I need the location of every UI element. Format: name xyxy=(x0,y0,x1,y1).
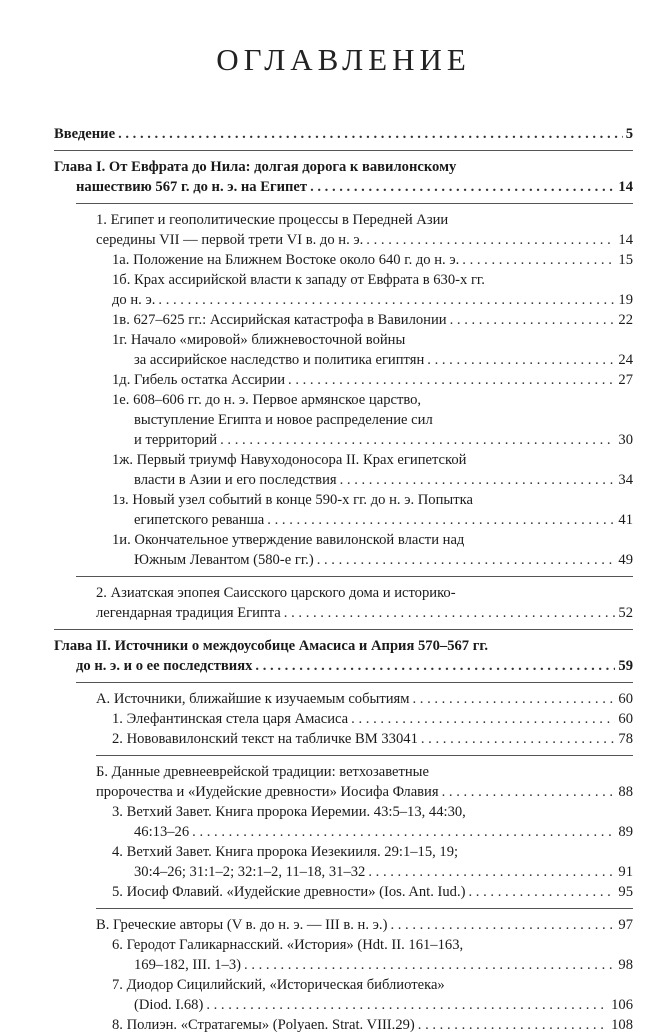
toc-entry-1d[interactable] xyxy=(112,370,633,390)
toc-entry-chapter-1-cont[interactable] xyxy=(76,177,633,197)
toc-entry-introduction[interactable] xyxy=(54,124,633,144)
dot-leader xyxy=(255,656,615,676)
toc-entry-item-3[interactable] xyxy=(112,802,633,822)
dot-leader xyxy=(427,350,615,370)
toc-entry-page: 15 xyxy=(618,252,633,268)
toc-entry-title: В. Греческие авторы (V в. до н. э. — III в. н. э.) xyxy=(96,917,388,933)
toc-entry-item-7[interactable] xyxy=(112,975,633,995)
toc-entry-title: египетского реванша xyxy=(134,512,265,528)
table-of-contents xyxy=(54,124,633,1035)
toc-entry-title: Глава II. Источники о междоусобице Амасиса и Априя 570–567 гг. xyxy=(54,638,488,654)
dot-leader xyxy=(118,124,623,144)
toc-entry-title: власти в Азии и его последствия xyxy=(134,472,337,488)
toc-entry-item-4[interactable] xyxy=(112,842,633,862)
toc-entry-item-8[interactable] xyxy=(112,1015,633,1035)
dot-leader xyxy=(206,995,608,1015)
toc-entry-title: 1д. Гибель остатка Ассирии xyxy=(112,372,286,388)
toc-entry-part-v[interactable] xyxy=(96,915,633,935)
toc-entry-page: 5 xyxy=(625,126,633,142)
toc-entry-page: 30 xyxy=(618,432,633,448)
toc-entry-title: 4. Ветхий Завет. Книга пророка Иезекииля. 29:1–15, 19; xyxy=(112,844,459,860)
toc-entry-page: 14 xyxy=(618,232,633,248)
toc-entry-chapter-1[interactable] xyxy=(54,157,633,177)
dot-leader xyxy=(158,290,615,310)
toc-entry-page: 24 xyxy=(618,352,633,368)
toc-entry-1i[interactable] xyxy=(112,530,633,550)
toc-entry-title: до н. э. и о ее последствиях xyxy=(76,658,253,674)
toc-entry-page: 106 xyxy=(611,997,633,1013)
toc-entry-part-b-cont[interactable] xyxy=(96,782,633,802)
toc-entry-page: 78 xyxy=(618,731,633,747)
toc-entry-title: 7. Диодор Сицилийский, «Историческая библиотека» xyxy=(112,977,445,993)
toc-entry-page: 97 xyxy=(618,917,633,933)
dot-leader xyxy=(418,1015,608,1035)
dot-leader xyxy=(462,250,615,270)
toc-entry-section-2-cont[interactable] xyxy=(96,603,633,623)
dot-leader xyxy=(366,230,615,250)
dot-leader xyxy=(220,430,615,450)
toc-entry-title: Б. Данные древнееврейской традиции: ветхозаветные xyxy=(96,764,429,780)
toc-entry-title: и территорий xyxy=(134,432,218,448)
toc-entry-page: 19 xyxy=(618,292,633,308)
toc-entry-page: 91 xyxy=(618,864,633,880)
toc-entry-section-1[interactable] xyxy=(96,210,633,230)
toc-entry-title: 1б. Крах ассирийской власти к западу от Евфрата в 630-х гг. xyxy=(112,272,485,288)
toc-entry-page: 60 xyxy=(618,691,633,707)
toc-entry-1e-cont-2[interactable] xyxy=(134,430,633,450)
toc-entry-item-6[interactable] xyxy=(112,935,633,955)
dot-leader xyxy=(390,915,615,935)
toc-entry-title: середины VII — первой трети VI в. до н. э. xyxy=(96,232,364,248)
toc-entry-title: 46:13–26 xyxy=(134,824,190,840)
toc-entry-title: за ассирийское наследство и политика египтян xyxy=(134,352,425,368)
toc-entry-chapter-2-cont[interactable] xyxy=(76,656,633,676)
toc-entry-title: 1в. 627–625 гг.: Ассирийская катастрофа в Вавилонии xyxy=(112,312,447,328)
toc-entry-title: 1и. Окончательное утверждение вавилонской власти над xyxy=(112,532,465,548)
toc-entry-page: 98 xyxy=(618,957,633,973)
toc-entry-title: 169–182, III. 1–3) xyxy=(134,957,242,973)
dot-leader xyxy=(267,510,615,530)
toc-entry-page: 88 xyxy=(618,784,633,800)
toc-entry-item-1[interactable] xyxy=(112,709,633,729)
dot-leader xyxy=(351,709,615,729)
toc-entry-title: 2. Нововавилонский текст на табличке BM 33041 xyxy=(112,731,418,747)
toc-entry-title: 2. Азиатская эпопея Саисского царского дома и историко- xyxy=(96,585,456,601)
toc-entry-title: Южным Левантом (580-е гг.) xyxy=(134,552,314,568)
dot-leader xyxy=(469,882,616,902)
toc-entry-title: нашествию 567 г. до н. э. на Египет xyxy=(76,179,308,195)
dot-leader xyxy=(192,822,615,842)
toc-entry-page: 108 xyxy=(611,1017,633,1033)
dot-leader xyxy=(310,177,615,197)
toc-entry-1v[interactable] xyxy=(112,310,633,330)
toc-entry-page: 14 xyxy=(618,179,633,195)
toc-entry-page: 95 xyxy=(618,884,633,900)
toc-entry-part-a[interactable] xyxy=(96,689,633,709)
toc-entry-item-3-cont[interactable] xyxy=(134,822,633,842)
toc-entry-title: пророчества и «Иудейские древности» Иосифа Флавия xyxy=(96,784,439,800)
toc-entry-1zh-cont[interactable] xyxy=(134,470,633,490)
toc-entry-title: 1г. Начало «мировой» ближневосточной войны xyxy=(112,332,406,348)
toc-entry-title: 1е. 608–606 гг. до н. э. Первое армянское царство, xyxy=(112,392,422,408)
toc-entry-part-b[interactable] xyxy=(96,762,633,782)
toc-entry-title: 1з. Новый узел событий в конце 590-х гг. до н. э. Попытка xyxy=(112,492,473,508)
toc-entry-title: 8. Полиэн. «Стратагемы» (Polyaen. Strat. VIII.29) xyxy=(112,1017,415,1033)
toc-entry-title: 30:4–26; 31:1–2; 32:1–2, 11–18, 31–32 xyxy=(134,864,366,880)
toc-entry-page: 34 xyxy=(618,472,633,488)
dot-leader xyxy=(421,729,616,749)
toc-entry-title: до н. э. xyxy=(112,292,156,308)
toc-entry-item-4-cont[interactable] xyxy=(134,862,633,882)
toc-entry-item-5[interactable] xyxy=(112,882,633,902)
toc-entry-item-2[interactable] xyxy=(112,729,633,749)
toc-entry-1b-cont[interactable] xyxy=(112,290,633,310)
dot-leader xyxy=(317,550,616,570)
toc-entry-page: 41 xyxy=(618,512,633,528)
toc-entry-page: 27 xyxy=(618,372,633,388)
toc-entry-page: 59 xyxy=(618,658,633,674)
dot-leader xyxy=(284,603,616,623)
page-title: ОГЛАВЛЕНИЕ xyxy=(216,42,471,77)
toc-entry-title: (Diod. I.68) xyxy=(134,997,204,1013)
toc-entry-title: А. Источники, ближайшие к изучаемым событиям xyxy=(96,691,410,707)
toc-entry-page: 49 xyxy=(618,552,633,568)
toc-entry-chapter-2[interactable] xyxy=(54,636,633,656)
dot-leader xyxy=(288,370,615,390)
toc-entry-title: Глава I. От Евфрата до Нила: долгая дорога к вавилонскому xyxy=(54,159,457,175)
toc-entry-page: 89 xyxy=(618,824,633,840)
toc-entry-title: 5. Иосиф Флавий. «Иудейские древности» (Ios. Ant. Iud.) xyxy=(112,884,466,900)
toc-entry-1g[interactable] xyxy=(112,330,633,350)
toc-entry-title: 1ж. Первый триумф Навуходоносора II. Крах египетской xyxy=(112,452,467,468)
dot-leader xyxy=(368,862,615,882)
toc-entry-title: 6. Геродот Галикарнасский. «История» (Hdt. II. 161–163, xyxy=(112,937,464,953)
toc-entry-1b[interactable] xyxy=(112,270,633,290)
toc-entry-1z-cont[interactable] xyxy=(134,510,633,530)
toc-entry-item-7-cont[interactable] xyxy=(134,995,633,1015)
dot-leader xyxy=(340,470,616,490)
toc-entry-title: выступление Египта и новое распределение сил xyxy=(134,412,433,428)
toc-entry-page: 22 xyxy=(618,312,633,328)
toc-entry-title: легендарная традиция Египта xyxy=(96,605,281,621)
toc-entry-section-2[interactable] xyxy=(96,583,633,603)
toc-entry-1g-cont[interactable] xyxy=(134,350,633,370)
toc-entry-1i-cont[interactable] xyxy=(134,550,633,570)
toc-entry-1a[interactable] xyxy=(112,250,633,270)
dot-leader xyxy=(450,310,616,330)
dot-leader xyxy=(412,689,615,709)
toc-entry-title: 3. Ветхий Завет. Книга пророка Иеремии. 43:5–13, 44:30, xyxy=(112,804,466,820)
dot-leader xyxy=(244,955,615,975)
toc-entry-page: 52 xyxy=(618,605,633,621)
toc-entry-title: Введение xyxy=(54,126,116,142)
toc-entry-item-6-cont[interactable] xyxy=(134,955,633,975)
dot-leader xyxy=(442,782,616,802)
toc-entry-1z[interactable] xyxy=(112,490,633,510)
toc-entry-1zh[interactable] xyxy=(112,450,633,470)
toc-entry-page: 60 xyxy=(618,711,633,727)
toc-entry-1e[interactable] xyxy=(112,390,633,410)
toc-entry-title: 1. Египет и геополитические процессы в Передней Азии xyxy=(96,212,449,228)
toc-entry-section-1-cont[interactable] xyxy=(96,230,633,250)
toc-entry-title: 1а. Положение на Ближнем Востоке около 640 г. до н. э. xyxy=(112,252,460,268)
toc-entry-title: 1. Элефантинская стела царя Амасиса xyxy=(112,711,349,727)
toc-entry-1e-cont-1[interactable] xyxy=(134,410,633,430)
